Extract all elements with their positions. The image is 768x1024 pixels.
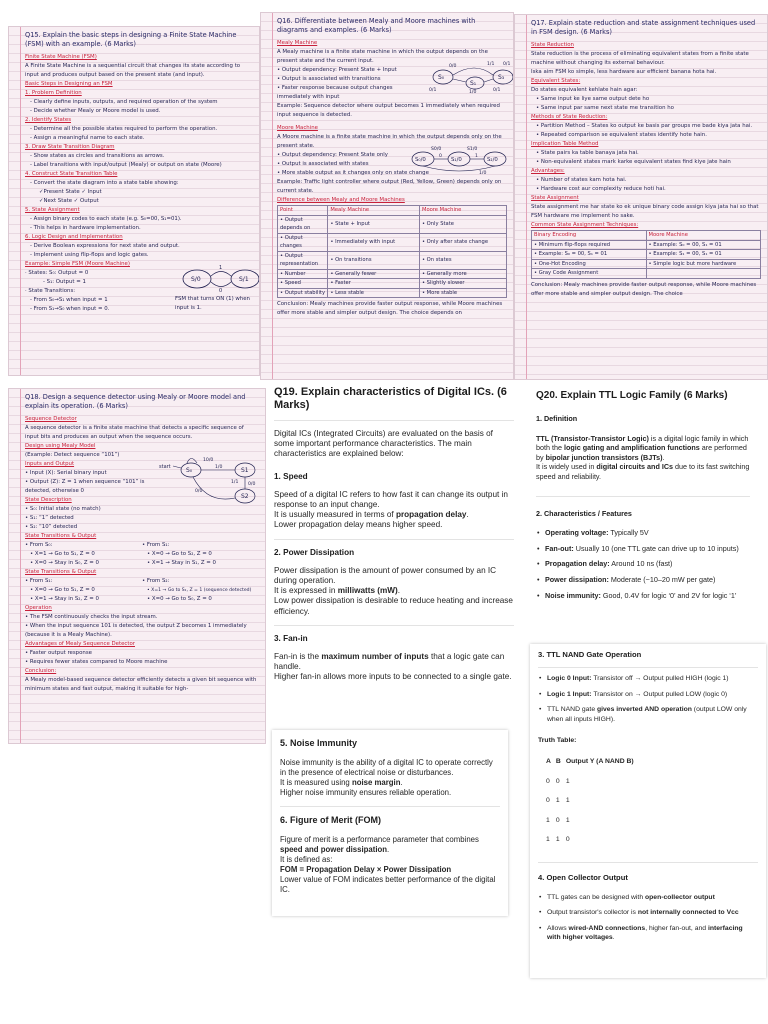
table-header: B bbox=[555, 758, 561, 766]
bullet-text: • Output dependency: Present State only bbox=[277, 152, 388, 158]
list-item: • TTL NAND gate gives inverted AND operation (output LOW only when all inputs HIGH). bbox=[538, 705, 758, 724]
list-item: • Allows wired-AND connections, higher fan-out, and interfacing with higher voltages. bbox=[538, 924, 758, 943]
section-heading: State Reduction bbox=[531, 42, 574, 48]
divider bbox=[536, 496, 750, 497]
list-item: • Propagation delay: Around 10 ns (fast) bbox=[536, 559, 750, 569]
bullet-text: • S₂: “10” detected bbox=[25, 524, 78, 530]
table-row bbox=[532, 250, 761, 260]
section-heading: Inputs and Output bbox=[25, 461, 75, 467]
table-cell: 1 bbox=[565, 797, 570, 805]
table-cell: • Faster bbox=[328, 279, 420, 289]
bullet-text: • Same input par same next state me transition ho bbox=[536, 105, 674, 111]
state-label: S₃ bbox=[498, 74, 505, 81]
card-q19 bbox=[266, 380, 522, 732]
section-heading: 4. Open Collector Output bbox=[538, 873, 628, 883]
transition-label: S1/0 bbox=[467, 147, 478, 152]
table-header: Binary Encoding bbox=[532, 231, 647, 241]
transition-label: 1/0 bbox=[469, 90, 477, 95]
table-header: Point bbox=[278, 206, 328, 216]
bullet-text: • Number of states kam hota hai. bbox=[536, 177, 627, 183]
transition-label: 1/1 bbox=[487, 62, 495, 67]
bullet-text: • Same input ke liye same output dete ho bbox=[536, 96, 650, 102]
section-heading: Finite State Machine (FSM) bbox=[25, 54, 97, 60]
section-heading: 5. Noise Immunity bbox=[280, 738, 358, 748]
body-text: Fan-in is the maximum number of inputs that a logic gate can handle. bbox=[274, 652, 505, 672]
bullet-text: • Output (Z): Z = 1 when sequence “101” is detected, otherwise 0 bbox=[25, 479, 145, 494]
table-cell: • Output changes bbox=[278, 233, 328, 251]
state-label: S₂/0 bbox=[487, 157, 498, 163]
body-text: It is usually measured in terms of propagation delay. bbox=[274, 510, 469, 520]
bullet-text: • X=0 → Go to S₂, Z = 0 bbox=[147, 551, 212, 557]
step-text: ✓Next State ✓ Output bbox=[39, 198, 99, 204]
question-title: Q16. Differentiate between Mealy and Moore machines with diagrams and examples. (6 Marks) bbox=[277, 17, 476, 34]
bullet-text: • Faster response because output changes immediately with input bbox=[277, 85, 393, 100]
table-header: A bbox=[546, 758, 551, 766]
table-header: Output Y (A NAND B) bbox=[565, 758, 634, 766]
state-label: S2 bbox=[241, 493, 249, 500]
table-cell: • Simple logic but more hardware bbox=[646, 259, 761, 269]
table-header: Mealy Machine bbox=[328, 206, 420, 216]
section-heading: Design using Mealy Model bbox=[25, 443, 96, 449]
body-text: It is widely used in digital circuits and ICs due to its fast switching speed and reliability. bbox=[536, 462, 750, 481]
step-heading: 3. Draw State Transition Diagram bbox=[25, 144, 115, 150]
table-cell: • Output representation bbox=[278, 251, 328, 269]
table-cell: • Only State bbox=[419, 215, 506, 233]
transition-label: 0 bbox=[219, 288, 223, 293]
formula-text: FOM = Propagation Delay × Power Dissipation bbox=[280, 865, 452, 874]
definition-text: A Finite State Machine is a sequential circuit that changes its state according to input and produces output based on the present state (and input). bbox=[25, 63, 241, 78]
question-title: Q20. Explain TTL Logic Family (6 Marks) bbox=[536, 390, 728, 401]
table-cell: • Minimum flip-flops required bbox=[532, 240, 647, 250]
step-text: - Convert the state diagram into a state table showing: bbox=[30, 180, 179, 186]
truth-table-title: Truth Table: bbox=[538, 737, 577, 745]
table-row bbox=[546, 816, 639, 835]
start-label: start bbox=[159, 464, 171, 470]
section-heading: Moore Machine bbox=[277, 125, 318, 131]
definition-text: A sequence detector is a finite state machine that detects a specific sequence of input bits and produces an output when the sequence occurs. bbox=[25, 425, 244, 440]
table-row bbox=[546, 757, 639, 776]
step-heading: 1. Problem Definition bbox=[25, 90, 82, 96]
transition-label: 0/0 bbox=[195, 489, 203, 494]
body-text: It is expressed in milliwatts (mW). bbox=[274, 586, 401, 596]
bullet-text: • Non-equivalent states mark karke equivalent states find kiye jate hain bbox=[536, 159, 731, 165]
example-text: - From S₁→S₀ when input = 0. bbox=[30, 306, 110, 312]
step-text: ✓Present State ✓ Input bbox=[39, 189, 102, 195]
transition-label: 0/1 bbox=[493, 88, 501, 93]
table-row bbox=[532, 259, 761, 269]
transition-label: 1/0 bbox=[479, 171, 487, 174]
table-cell: 1 bbox=[546, 836, 550, 844]
body-text: TTL (Transistor-Transistor Logic) is a digital logic family in which both the logic gating and amplification functions are performed by bipolar junction transistors (BJTs). bbox=[536, 433, 749, 462]
divider bbox=[274, 420, 514, 421]
bullet-text: • When the input sequence 101 is detected, the output Z becomes 1 immediately (because it is a Mealy Machine). bbox=[25, 623, 247, 638]
table-row bbox=[546, 777, 639, 796]
bullet-text: • Faster output response bbox=[25, 650, 92, 656]
table-cell: 1 bbox=[555, 797, 560, 805]
section-heading: Mealy Machine bbox=[277, 40, 318, 46]
bullet-text: • X=1 → Stay in S₂, Z = 0 bbox=[30, 596, 99, 602]
body-text: Lower value of FOM indicates better performance of the digital IC. bbox=[280, 875, 496, 894]
table-row bbox=[278, 279, 507, 289]
card-q20 bbox=[530, 384, 756, 632]
transition-label: 10/0 bbox=[203, 458, 214, 463]
list-item: • Operating voltage: Typically 5V bbox=[536, 528, 750, 538]
bullet-text: • X=0 → Go to S₀, Z = 0 bbox=[147, 596, 212, 602]
body-text: Lower propagation delay means higher speed. bbox=[274, 520, 443, 530]
body-text: It is defined as: bbox=[280, 855, 333, 864]
moore-fsm-diagram bbox=[175, 263, 260, 293]
table-cell: 1 bbox=[565, 816, 570, 824]
table-cell: 0 bbox=[555, 816, 560, 824]
transition-label: 0/0 bbox=[248, 482, 256, 487]
step-text: - Implement using flip-flops and logic gates. bbox=[30, 252, 149, 258]
table-cell: 0 bbox=[546, 777, 550, 785]
sequence-detector-diagram bbox=[157, 456, 266, 508]
bullet-text: • Output dependency: Present State + Input bbox=[277, 67, 397, 73]
open-collector-list bbox=[538, 893, 758, 943]
bullet-text: • X=1 → Go to S₁, Z = 1 (sequence detected) bbox=[147, 588, 252, 593]
section-heading: Common State Assignment Techniques: bbox=[531, 222, 639, 228]
bullet-text: • Output is associated with transitions bbox=[277, 76, 381, 82]
table-cell: 1 bbox=[546, 816, 550, 824]
bullet-text: • Requires fewer states compared to Moore machine bbox=[25, 659, 168, 665]
state-label: S₀ bbox=[186, 467, 193, 474]
section-heading: Methods of State Reduction: bbox=[531, 114, 608, 120]
mealy-moore-table bbox=[277, 205, 507, 298]
table-row bbox=[546, 796, 639, 815]
question-title: Q17. Explain state reduction and state assignment techniques used in FSM design. (6 Marks) bbox=[531, 19, 756, 36]
section-heading: Sequence Detector bbox=[25, 416, 77, 422]
example-text: - From S₀→S₁ when input = 1 bbox=[30, 297, 108, 303]
example-text: Example: Traffic light controller where output (Red, Yellow, Green) depends only on current state. bbox=[277, 179, 502, 194]
table-cell: • More stable bbox=[419, 288, 506, 298]
section-heading: Advantages of Mealy Sequence Detector bbox=[25, 641, 135, 647]
section-heading: Implication Table Method bbox=[531, 141, 599, 147]
divider bbox=[538, 667, 758, 668]
table-cell: • Example: S₀ = 00, S₁ = 01 bbox=[646, 240, 761, 250]
table-cell: • Gray Code Assignment bbox=[532, 269, 647, 279]
truth-table bbox=[546, 757, 639, 844]
divider bbox=[280, 806, 500, 807]
table-cell: • Generally more bbox=[419, 269, 506, 279]
question-title: Q19. Explain characteristics of Digital ICs. (6 Marks) bbox=[274, 386, 507, 411]
section-heading: Operation bbox=[25, 605, 52, 611]
definition-text: A Mealy machine is a finite state machine in which the output depends on the present state and the current input. bbox=[277, 49, 488, 64]
table-cell: • Output stability bbox=[278, 288, 328, 298]
section-heading: State Description bbox=[25, 497, 72, 503]
step-text: - Clearly define inputs, outputs, and required operation of the system bbox=[30, 99, 218, 105]
bullet-text: • X=0 → Stay in S₀, Z = 0 bbox=[30, 560, 99, 566]
step-heading: 5. State Assignment bbox=[25, 207, 80, 213]
section-heading: 3. Fan-in bbox=[274, 633, 308, 643]
table-row bbox=[278, 251, 507, 269]
bullet-text: • X=1 → Stay in S₁, Z = 0 bbox=[147, 560, 216, 566]
table-cell: • State + Input bbox=[328, 215, 420, 233]
definition-text: Iska aim FSM ko simple, less hardware aur efficient banana hota hai. bbox=[531, 69, 717, 75]
transition-label: 1/0 bbox=[215, 465, 223, 470]
transition-label: 0 bbox=[439, 154, 442, 159]
moore-diagram bbox=[409, 144, 509, 174]
step-text: - Assign binary codes to each state (e.g. S₀=00, S₁=01). bbox=[30, 216, 182, 222]
table-cell: 1 bbox=[555, 836, 560, 844]
state-label: S₁/0 bbox=[451, 157, 462, 163]
bullet-text: • X=0 → Go to S₁, Z = 0 bbox=[30, 587, 95, 593]
bullet-text: • Output is associated with states bbox=[277, 161, 369, 167]
section-heading: 6. Figure of Merit (FOM) bbox=[280, 815, 381, 825]
section-heading: Difference between Mealy and Moore Machines bbox=[277, 197, 405, 203]
state-label: S₀/0 bbox=[415, 157, 426, 163]
bullet-text: • From S₀: bbox=[25, 542, 53, 548]
table-row bbox=[546, 835, 639, 844]
step-text: - Derive Boolean expressions for next state and output. bbox=[30, 243, 180, 249]
table-cell: • Example: S₁ = 00, S₁ = 01 bbox=[646, 250, 761, 260]
step-text: - Label transitions with input/output (Mealy) or output on state (Moore) bbox=[30, 162, 222, 168]
definition-text: A Moore machine is a finite state machine in which the output depends only on the present state. bbox=[277, 134, 502, 149]
body-text: Higher noise immunity ensures reliable operation. bbox=[280, 788, 452, 797]
list-item: • Logic 1 Input: Transistor on → Output pulled LOW (logic 0) bbox=[538, 690, 758, 699]
operation-list bbox=[538, 674, 758, 724]
table-header: Moore Machine bbox=[646, 231, 761, 241]
bullet-text: • S₁: “1” detected bbox=[25, 515, 74, 521]
section-heading: 3. TTL NAND Gate Operation bbox=[538, 650, 642, 659]
table-cell: • On states bbox=[419, 251, 506, 269]
section-heading: Advantages: bbox=[531, 168, 565, 174]
section-heading: Example: Simple FSM (Moore Machine) bbox=[25, 261, 130, 267]
transition-label: S0/0 bbox=[431, 147, 442, 152]
list-item: • TTL gates can be designed with open-collector output bbox=[538, 893, 758, 902]
bullet-text: • The FSM continuously checks the input stream. bbox=[25, 614, 158, 620]
transition-label: 0/1 bbox=[503, 62, 511, 67]
bullet-text: • More stable output as it changes only on state change bbox=[277, 170, 429, 176]
table-row bbox=[278, 233, 507, 251]
example-note: FSM that turns ON (1) when input is 1. bbox=[175, 296, 250, 311]
list-item: • Fan-out: Usually 10 (one TTL gate can drive up to 10 inputs) bbox=[536, 544, 750, 554]
divider bbox=[538, 862, 758, 863]
table-cell: • Speed bbox=[278, 279, 328, 289]
section-heading: 2. Characteristics / Features bbox=[536, 508, 632, 518]
definition-text: State assignment me har state ko ek unique binary code assign kiya jata hai so that FSM hardware me implement ho sake. bbox=[531, 204, 759, 219]
bullet-text: • State pairs ka table banaya jata hai. bbox=[536, 150, 639, 156]
table-cell: • One-Hot Encoding bbox=[532, 259, 647, 269]
table-row bbox=[278, 288, 507, 298]
bullet-text: • Partition Method – States ko output ke basis par groups me bade kiya jata hai. bbox=[536, 123, 753, 129]
transition-label: 0/1 bbox=[429, 88, 437, 93]
card-q19-continued bbox=[272, 730, 508, 916]
step-text: - This helps in hardware implementation. bbox=[30, 225, 141, 231]
step-text: - Show states as circles and transitions as arrows. bbox=[30, 153, 165, 159]
body-text: Power dissipation is the amount of power consumed by an IC during operation. bbox=[274, 565, 497, 586]
table-row bbox=[532, 240, 761, 250]
example-text: Example: Sequence detector where output becomes 1 immediately when required input sequence is detected. bbox=[277, 103, 500, 118]
table-cell: • Output depends on bbox=[278, 215, 328, 233]
step-text: - Determine all the possible states required to perform the operation. bbox=[30, 126, 218, 132]
table-cell: • Generally fewer bbox=[328, 269, 420, 279]
mealy-diagram bbox=[427, 57, 514, 95]
table-cell: • Slightly slower bbox=[419, 279, 506, 289]
step-heading: 4. Construct State Transition Table bbox=[25, 171, 118, 177]
list-item: • Logic 0 Input: Transistor off → Output pulled HIGH (logic 1) bbox=[538, 674, 758, 683]
note-q17 bbox=[514, 14, 768, 380]
example-text: · State Transitions: bbox=[25, 288, 76, 294]
section-heading: 1. Definition bbox=[536, 414, 578, 423]
card-q20-continued bbox=[530, 644, 766, 978]
table-row bbox=[278, 269, 507, 279]
section-heading: State Transitions & Output bbox=[25, 533, 97, 539]
state-assignment-table bbox=[531, 230, 761, 279]
body-text: Noise immunity is the ability of a digital IC to operate correctly in the presence of electrical noise or disturbances. bbox=[280, 758, 493, 777]
table-row bbox=[532, 269, 761, 279]
table-cell: 0 bbox=[546, 797, 550, 805]
body-text: (Example: Detect sequence “101”) bbox=[25, 452, 120, 458]
table-header: Moore Machine bbox=[419, 206, 506, 216]
table-cell: • On transitions bbox=[328, 251, 420, 269]
section-heading: Equivalent States: bbox=[531, 78, 581, 84]
body-text: Low power dissipation is desirable to reduce heating and increase efficiency. bbox=[274, 596, 513, 616]
table-cell: • Only after state change bbox=[419, 233, 506, 251]
body-text: Do states equivalent kehlate hain agar: bbox=[531, 87, 638, 93]
table-cell: • Number bbox=[278, 269, 328, 279]
bullet-text: • From S₂: bbox=[142, 578, 170, 584]
step-text: - Assign a meaningful name to each state. bbox=[30, 135, 145, 141]
divider bbox=[274, 625, 514, 626]
conclusion-text: Conclusion: Mealy machines provide faster output response, while Moore machines offer more stable and simpler output design. The choice depends on bbox=[277, 301, 503, 316]
transition-label: 1/1 bbox=[231, 480, 239, 485]
list-item: • Output transistor's collector is not internally connected to Vcc bbox=[538, 908, 758, 917]
list-item: • Power dissipation: Moderate (~10–20 mW per gate) bbox=[536, 575, 750, 585]
bullet-text: • From S₁: bbox=[25, 578, 53, 584]
question-title: Q18. Design a sequence detector using Mealy or Moore model and explain its operation. (6 Marks) bbox=[25, 393, 246, 410]
bullet-text: • From S₁: bbox=[142, 542, 170, 548]
table-cell: • Example: S₀ = 00, S₁ = 01 bbox=[532, 250, 647, 260]
conclusion-text: A Mealy model-based sequence detector efficiently detects a given bit sequence with minimum states and fast output, making it suitable for high- bbox=[25, 677, 257, 692]
definition-text: State reduction is the process of eliminating equivalent states from a finite state machine without changing its external behaviour. bbox=[531, 51, 749, 66]
section-heading: 2. Power Dissipation bbox=[274, 547, 355, 557]
table-cell: 0 bbox=[565, 836, 570, 844]
feature-list bbox=[536, 528, 750, 600]
example-text: - S₁: Output = 1 bbox=[43, 279, 86, 285]
example-text: · States: S₀: Output = 0 bbox=[25, 270, 89, 276]
body-text: Speed of a digital IC refers to how fast it can change its output in response to an input change. bbox=[274, 489, 508, 510]
section-heading: 1. Speed bbox=[274, 471, 308, 481]
question-title: Q15. Explain the basic steps in designing a Finite State Machine (FSM) with an example. (6 Marks) bbox=[25, 31, 237, 48]
section-heading: Conclusion: bbox=[25, 668, 57, 674]
body-text: It is measured using noise margin. bbox=[280, 778, 403, 787]
state-label: S/0 bbox=[191, 276, 201, 283]
table-cell: • Immediately with input bbox=[328, 233, 420, 251]
note-q16 bbox=[260, 12, 514, 380]
conclusion-text: Conclusion: Mealy machines provide faster output response, while Moore machines offer more stable and simpler output design. The choice bbox=[531, 281, 757, 297]
state-label: S₁ bbox=[470, 80, 477, 87]
body-text: Figure of merit is a performance parameter that combines speed and power dissipation. bbox=[280, 835, 479, 854]
bullet-text: • S₀: Initial state (no match) bbox=[25, 506, 101, 512]
state-label: S1 bbox=[241, 467, 249, 474]
transition-label: 0/0 bbox=[449, 64, 457, 69]
bullet-text: • Hardware cost aur complexity reduce hoti hai. bbox=[536, 186, 666, 192]
bullet-text: • Repeated comparison se equivalent states identify hote hain. bbox=[536, 132, 707, 138]
table-cell bbox=[646, 269, 761, 279]
divider bbox=[274, 539, 514, 540]
list-item: • Noise immunity: Good, 0.4V for logic ‘0’ and 2V for logic ‘1’ bbox=[536, 591, 750, 601]
body-text: Higher fan-in allows more inputs to be connected to a single gate. bbox=[274, 672, 512, 682]
step-heading: 2. Identify States bbox=[25, 117, 71, 123]
note-q15 bbox=[8, 26, 260, 376]
intro-text: Digital ICs (Integrated Circuits) are evaluated on the basis of some important performance characteristics. The main characteristics are explained below: bbox=[274, 429, 493, 459]
table-cell: 0 bbox=[555, 777, 560, 785]
bullet-text: • Input (X): Serial binary input bbox=[25, 470, 107, 476]
bullet-text: • X=1 → Go to S₁, Z = 0 bbox=[30, 551, 95, 557]
section-heading: State Transitions & Output bbox=[25, 569, 97, 575]
transition-label: 1 bbox=[475, 154, 478, 159]
table-cell: • Less stable bbox=[328, 288, 420, 298]
note-q18 bbox=[8, 388, 266, 744]
transition-label: 1 bbox=[219, 265, 223, 271]
state-label: S₀ bbox=[438, 74, 445, 81]
section-heading: Basic Steps in Designing an FSM bbox=[25, 81, 113, 87]
state-label: S/1 bbox=[239, 276, 249, 283]
table-row bbox=[278, 215, 507, 233]
section-heading: State Assignment bbox=[531, 195, 579, 201]
step-text: - Decide whether Mealy or Moore model is used. bbox=[30, 108, 161, 114]
table-cell: 1 bbox=[565, 777, 570, 785]
step-heading: 6. Logic Design and Implementation bbox=[25, 234, 123, 240]
